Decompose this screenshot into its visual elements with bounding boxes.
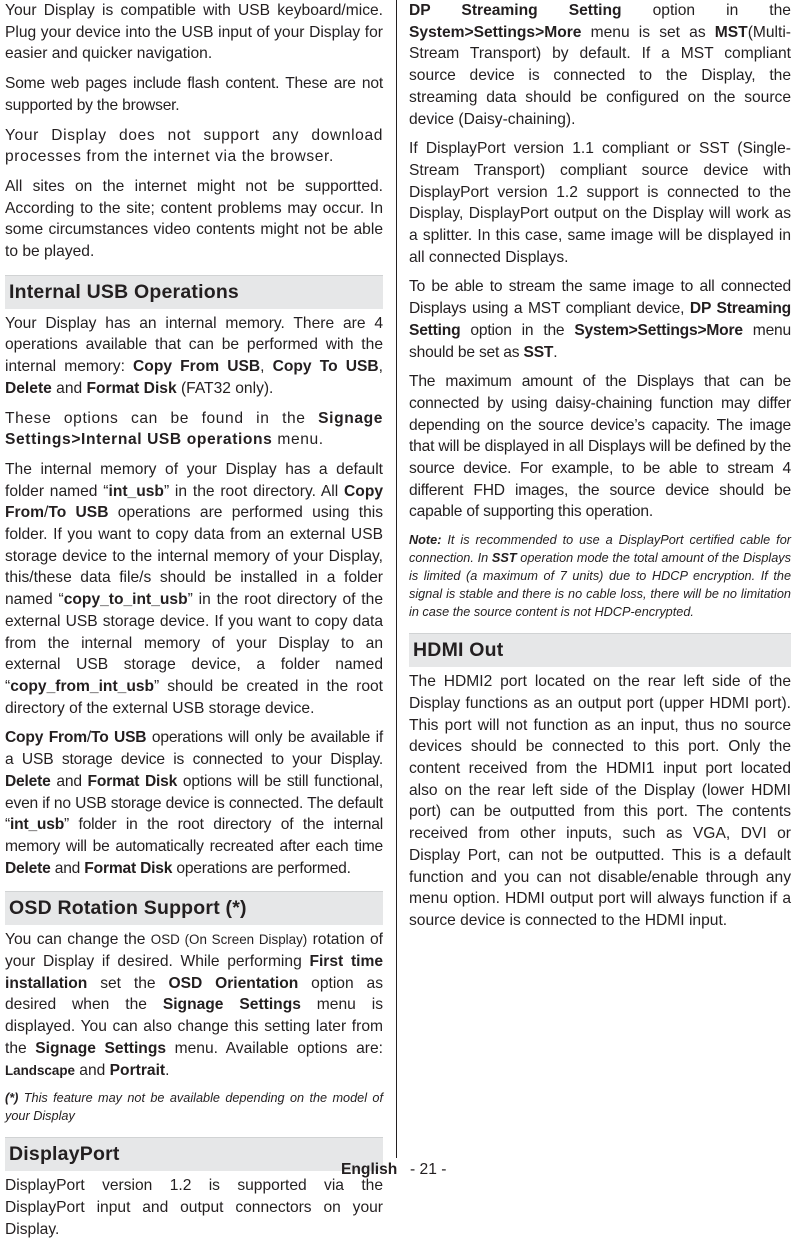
paragraph: Your Display has an internal memory. There are 4 operations available that can be performed with the internal memory: Copy From USB, Copy To USB, Delete and Format Disk (FAT32 only). xyxy=(5,314,383,397)
paragraph: Your Display is compatible with USB keyboard/mice. Plug your device into the USB input of your Display for easier and quicker navigation. xyxy=(5,2,383,63)
paragraph: Copy From/To USB operations will only be available if a USB storage device is connected to your Display. Delete and Format Disk options will be still functional, even if no USB storage device is connected. The default “int_usb” folder in the root directory of the internal memory will be automatically recreated after each time Delete and Format Disk operations are performed. xyxy=(5,729,383,877)
paragraph: DisplayPort version 1.2 is supported via the DisplayPort input and output connectors on your Display. xyxy=(5,1177,383,1238)
paragraph: To be able to stream the same image to all connected Displays using a MST compliant device, DP Streaming Setting option in the System>Settings>More menu should be set as SST. xyxy=(409,278,791,361)
paragraph: If DisplayPort version 1.1 compliant or SST (Single-Stream Transport) compliant source device with DisplayPort version 1.2 support is connected to the Display, DisplayPort output on the Display will work as a splitter. In this case, same image will be displayed in all connected Displays. xyxy=(409,140,791,266)
paragraph: All sites on the internet might not be supportted. According to the site; content problems may occur. In some circumstances video contents might not be able to be played. xyxy=(5,177,383,261)
footnote: (*) This feature may not be available depending on the model of your Display xyxy=(5,1091,383,1124)
paragraph: You can change the OSD (On Screen Display) rotation of your Display if desired. While performing First time installation set the OSD Orientation option as desired when the Signage Settings menu is displayed. You can also change this setting later from the Signage Settings menu. Available options are: Landscape and Portrait. xyxy=(5,931,384,1079)
paragraph: The maximum amount of the Displays that can be connected by using daisy-chaining function may differ depending on the source device’s capacity. The image that will be displayed in all Displays will be defined by the source device. For example, to be able to stream 4 different FHD images, the source device should be capable of supporting this operation. xyxy=(409,373,791,521)
paragraph: The HDMI2 port located on the rear left side of the Display functions as an output port (upper HDMI port). This port will not function as an input, thus no source devices should be connected to this port. Only the content received from the HDMI1 input port located also on the rear left side of the Display (lower HDMI port) can be outputted from this port. The contents received from other inputs, such as VGA, DVI or Display Port, can not be outputted. This is a default function and you can not disable/enable through any menu option. HDMI output port will always function if a source device is connected to the HDMI input. xyxy=(409,673,791,929)
footer-language: English xyxy=(341,1161,398,1178)
left-column xyxy=(5,0,383,1248)
section-heading-osd-rotation: OSD Rotation Support (*) xyxy=(5,891,383,925)
paragraph: Some web pages include flash content. These are not supported by the browser. xyxy=(5,75,383,114)
paragraph: These options can be found in the Signage Settings>Internal USB operations menu. xyxy=(5,409,383,449)
column-divider xyxy=(396,0,397,1158)
paragraph: The internal memory of your Display has a default folder named “int_usb” in the root directory. All Copy From/To USB operations are performed using this folder. If you want to copy data from an external USB storage device to the internal memory of your Display, this/these data file/s should be installed in a folder named “copy_to_int_usb” in the root directory of the external USB storage device. If you want to copy data from the internal memory of your Display to an external USB storage device, a folder named “copy_from_int_usb” should be created in the root directory of the external USB storage device. xyxy=(5,460,384,717)
section-heading-hdmi-out: HDMI Out xyxy=(409,633,791,667)
section-heading-displayport: DisplayPort xyxy=(5,1137,383,1171)
page-number: - 21 - xyxy=(410,1161,447,1178)
paragraph: DP Streaming Setting option in the System>Settings>More menu is set as MST(Multi-Stream Transport) by default. If a MST compliant source device is connected to the Display, the streaming data should be configured on the source device (Daisy-chaining). xyxy=(409,2,791,128)
paragraph: Your Display does not support any download processes from the internet via the browser. xyxy=(5,126,383,166)
note: Note: It is recommended to use a DisplayPort certified cable for connection. In SST operation mode the total amount of the Displays is limited (a maximum of 7 units) due to HDCP encryption. If the signal is stable and there is no cable loss, there will be no limitation in case the source content is not HDCP-encrypted. xyxy=(409,533,791,620)
right-column xyxy=(409,0,791,940)
section-heading-internal-usb: Internal USB Operations xyxy=(5,275,383,309)
